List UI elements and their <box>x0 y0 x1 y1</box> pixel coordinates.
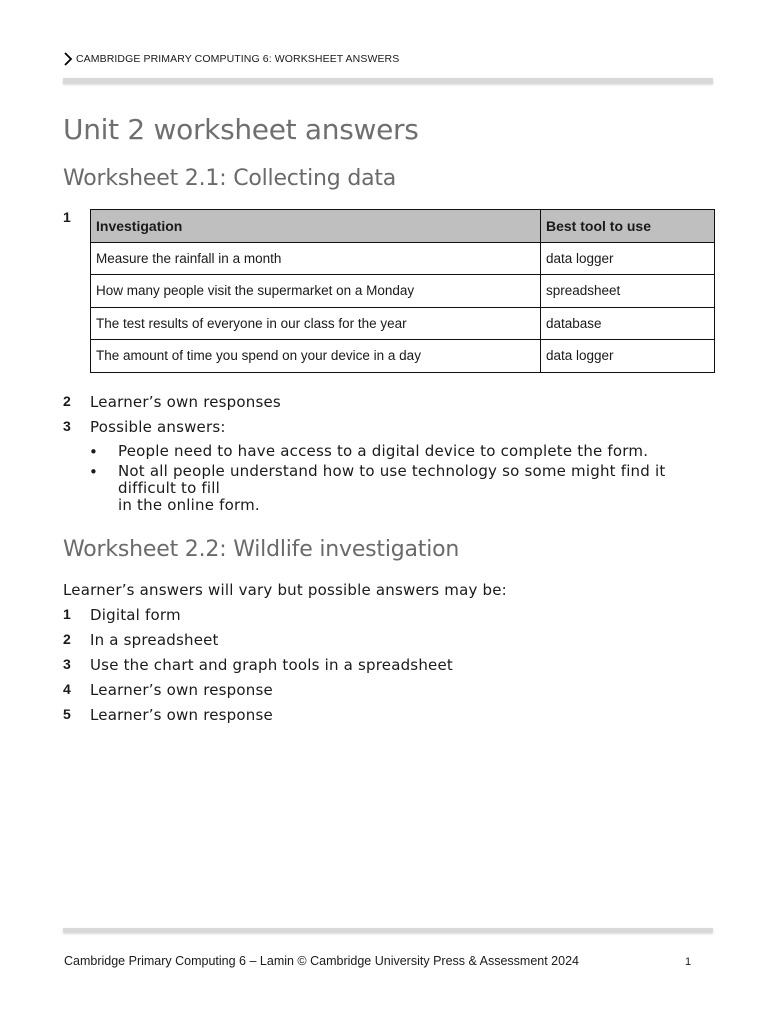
question-number: 1 <box>63 209 71 225</box>
bullet-icon: • <box>89 463 98 481</box>
table-cell: How many people visit the supermarket on a Monday <box>91 275 541 308</box>
chevron-right-icon <box>63 52 74 66</box>
column-header-investigation: Investigation <box>91 210 541 243</box>
bullet-text-continued: in the online form. <box>118 496 260 514</box>
answer-number: 4 <box>63 681 71 697</box>
page-title: Unit 2 worksheet answers <box>63 113 419 146</box>
worksheet-2-2-heading: Worksheet 2.2: Wildlife investigation <box>63 537 460 562</box>
answer-text: Learner’s own response <box>90 706 273 724</box>
table-row <box>91 307 715 340</box>
intro-text: Learner’s answers will vary but possible answers may be: <box>63 581 507 599</box>
column-header-best-tool: Best tool to use <box>541 210 715 243</box>
table-cell: data logger <box>541 340 715 373</box>
bullet-text: Not all people understand how to use technology so some might find it difficult to fill <box>118 462 666 497</box>
header-divider <box>63 78 713 84</box>
answer-text: In a spreadsheet <box>90 631 219 649</box>
table-row <box>91 275 715 308</box>
table-cell: data logger <box>541 242 715 275</box>
answer-number: 5 <box>63 706 71 722</box>
table-header-row <box>91 210 715 243</box>
answer-text: Learner’s own responses <box>90 393 281 411</box>
answer-number: 2 <box>63 631 71 647</box>
question-number: 2 <box>63 393 71 409</box>
table-cell: The test results of everyone in our class for the year <box>91 307 541 340</box>
page-number: 1 <box>685 956 692 968</box>
table-row <box>91 242 715 275</box>
question-number: 3 <box>63 418 71 434</box>
worksheet-2-1-heading: Worksheet 2.1: Collecting data <box>63 166 397 191</box>
investigation-table <box>90 209 715 373</box>
bullet-text: People need to have access to a digital device to complete the form. <box>118 442 649 460</box>
table-cell: database <box>541 307 715 340</box>
answer-text: Learner’s own response <box>90 681 273 699</box>
running-header <box>63 52 399 66</box>
answer-text: Digital form <box>90 606 181 624</box>
table-cell: The amount of time you spend on your device in a day <box>91 340 541 373</box>
running-header-text: CAMBRIDGE PRIMARY COMPUTING 6: WORKSHEET ANSWERS <box>76 53 400 65</box>
footer-copyright: Cambridge Primary Computing 6 – Lamin © Cambridge University Press & Assessment 2024 <box>64 954 579 968</box>
answer-number: 1 <box>63 606 71 622</box>
footer-divider <box>63 928 713 933</box>
bullet-icon: • <box>89 443 98 461</box>
table-cell: Measure the rainfall in a month <box>91 242 541 275</box>
answer-text: Possible answers: <box>90 418 226 436</box>
answer-number: 3 <box>63 656 71 672</box>
table-row <box>91 340 715 373</box>
answer-text: Use the chart and graph tools in a spreadsheet <box>90 656 453 674</box>
table-cell: spreadsheet <box>541 275 715 308</box>
